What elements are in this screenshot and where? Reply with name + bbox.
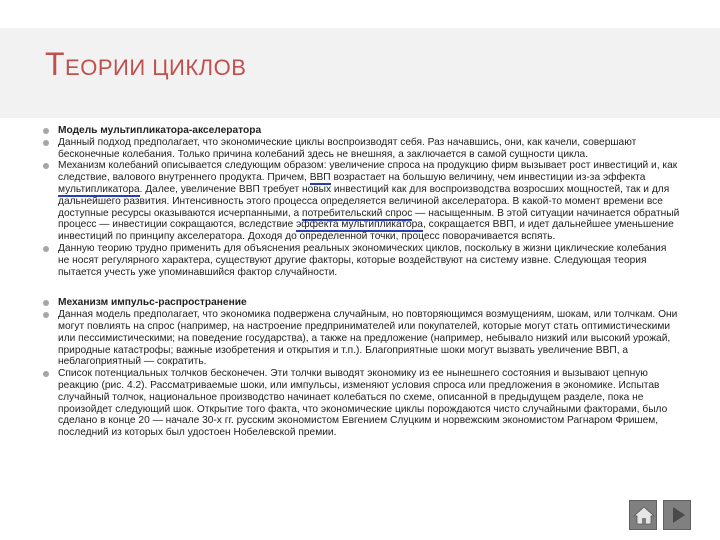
title-rest: ЕОРИИ ЦИКЛОВ (65, 55, 247, 80)
next-button[interactable] (663, 500, 691, 530)
bullet-icon (43, 371, 49, 377)
item-text: Модель мультипликатора-акселератора (58, 125, 262, 136)
spacer (40, 278, 680, 297)
text-part: — насыщенным. В этой ситуации начинается обратный процесс — инвестиции сокращаются, вследствие (58, 207, 680, 231)
bullet-icon (43, 300, 49, 306)
page-title (45, 46, 246, 83)
bullet-icon (43, 246, 49, 252)
text-part: . Далее, увеличение ВВП требует новых инвестиций как для воспроизводства возросших мощностей, так и для дальнейшего развития. Интенсивность этого процесса определяется величиной акселератора. В какой-то момент времени все доступные ресурсы оказываются исчерпанными, а (58, 183, 670, 219)
list-item (40, 309, 680, 368)
link-multiplier[interactable]: мультипликатора (58, 183, 140, 195)
link-consumer-demand[interactable]: потребительский спрос (302, 207, 413, 219)
link-vvp[interactable]: ВВП (309, 172, 331, 184)
item-text: Данная модель предполагает, что экономика подвержена случайным, но повторяющимся возмущениям, шокам, или толчкам. Они могут повлиять на спрос (например, на настроение предпринимателей или покупателей, которые могут стать оптимистическими или пессимистическими; на поведение государства), а также на предложение (например, небывало низкий или высокий урожай, природные катастрофы; важные изобретения и открытия и т.п.). Благоприятные шоки могут вызвать увеличение ВВП, а неблагоприятный — сократить. (58, 309, 678, 368)
list-item (40, 297, 680, 309)
item-text (58, 160, 679, 242)
text-part: , сокращается ВВП, и идет дальнейшее уменьшение инвестиций по принципу акселератора. Доходя до определенной точки, процесс поворачивается вспять. (58, 219, 674, 243)
top-band (0, 0, 720, 28)
arrow-right-icon (671, 505, 687, 525)
item-text: Список потенциальных толчков бесконечен. Эти толчки выводят экономику из ее нынешнего состояния и вызывают цепную реакцию (рис. 4.2). Рассматриваемые шоки, или импульсы, изменяют условия спроса или предложения в экономике. Испытав случайный толчок, национальное производство начинает колебаться по схеме, описанной в предыдущем разделе, пока не произойдет следующий шок. Открытие того факта, что экономические циклы порождаются чисто случайными факторами, было сделано в конце 20 — начале 30-х гг. русским экономистом Евгением Слуцким и норвежским экономистом Рагнаром Фришем, последний из которых был удостоен Нобелевской премии. (58, 368, 668, 439)
home-icon (633, 505, 655, 525)
content (40, 125, 680, 439)
item-text: Механизм импульс-распространение (58, 297, 247, 309)
title-first-letter: Т (45, 46, 66, 82)
list-item (40, 137, 680, 161)
bullet-icon (43, 140, 49, 146)
item-text: Данную теорию трудно применить для объяснения реальных экономических циклов, поскольку в жизни циклические колебания не носят регулярного характера, существуют другие факторы, которые воздействуют на систему извне. Следующая теория пытается учесть уже упоминавшийся фактор случайности. (58, 242, 667, 278)
text-part: возрастает на большую величину, чем инвестиции из-за эффекта (330, 172, 646, 184)
item-text: Данный подход предполагает, что экономические циклы воспроизводят себя. Раз начавшись, они, как качели, совершают бесконечные колебания. Только причина колебаний здесь не внешняя, а заключается в самой сущности цикла. (58, 136, 637, 160)
bullet-icon (43, 163, 49, 169)
home-button[interactable] (629, 500, 657, 530)
text-part: Механизм колебаний описывается следующим образом: увеличение спроса на продукцию фирм вызывает рост инвестиций и, как следствие, валового внутреннего продукта. Причем, (58, 160, 678, 184)
list-item (40, 243, 680, 278)
bullet-icon (43, 128, 49, 134)
bullet-icon (43, 312, 49, 318)
link-multiplier-effect[interactable]: эффекта мультипликатора (296, 219, 423, 231)
list-item (40, 160, 680, 243)
list-item (40, 368, 680, 439)
list-item (40, 125, 680, 137)
